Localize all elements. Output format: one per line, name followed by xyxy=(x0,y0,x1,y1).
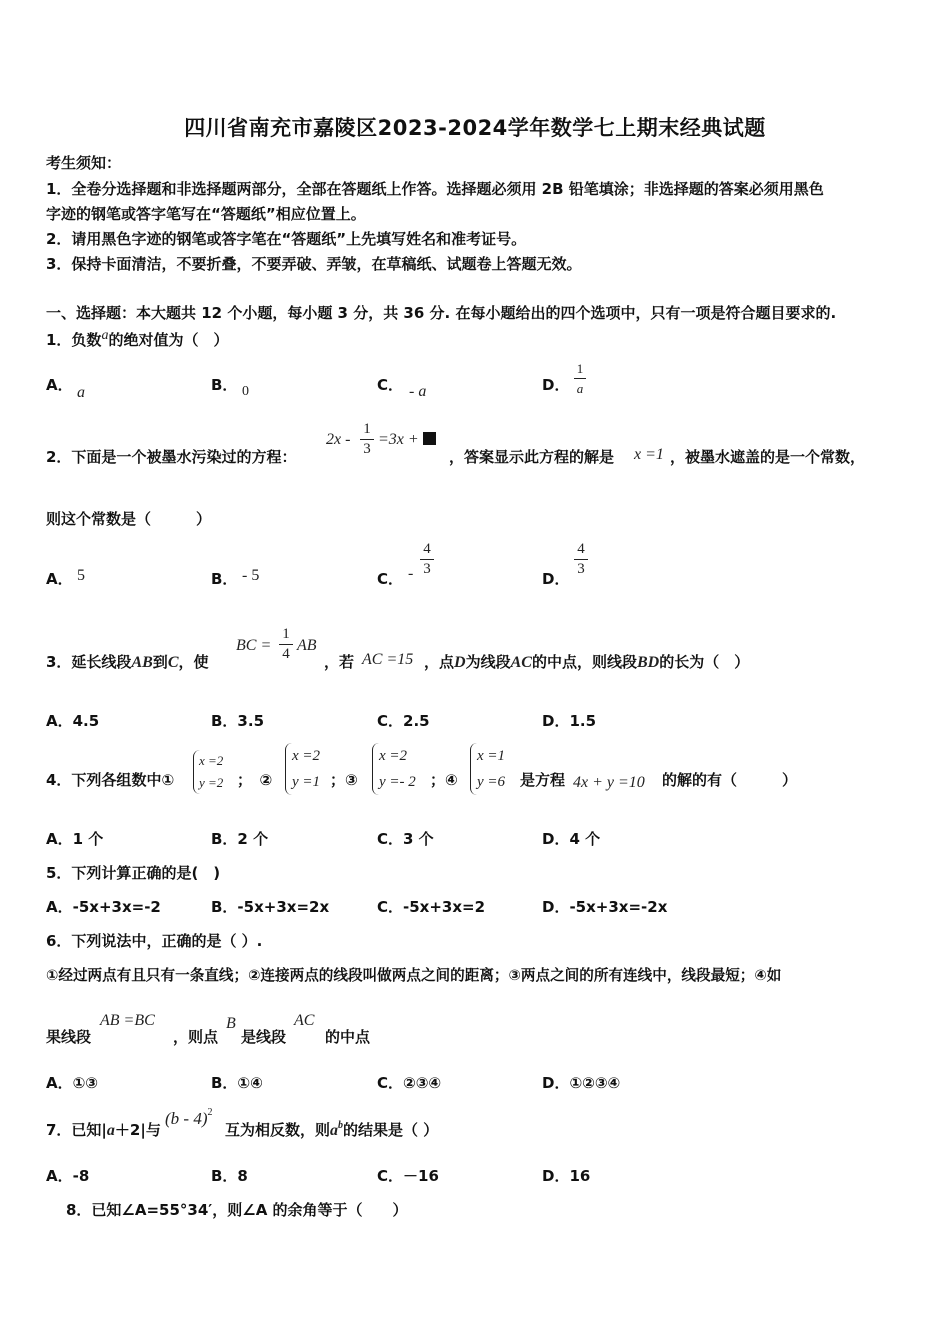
q2-equation-fraction: 1 3 xyxy=(360,421,374,458)
q3-stem-end: ，点D为线段AC的中点，则线段BD的长为（ ） xyxy=(424,653,750,671)
page-title: 四川省南充市嘉陵区2023-2024学年数学七上期末经典试题 xyxy=(184,116,766,140)
q4-option-b[interactable]: B．2 个 xyxy=(211,830,269,848)
q6-statement-line-2b: ，则点 xyxy=(173,1028,219,1046)
q3-option-d[interactable]: D．1.5 xyxy=(542,712,597,730)
q1-option-a-value: a xyxy=(77,384,85,401)
q4-system-2-brace xyxy=(285,743,292,795)
q6-point-b: B xyxy=(226,1015,236,1032)
q6-equation: AB =BC xyxy=(100,1012,155,1029)
q6-statement-line-1: ①经过两点有且只有一条直线；②连接两点的线段叫做两点之间的距离；③两点之间的所有连线中，线段最短；④如 xyxy=(46,967,782,984)
q6-stem: 6．下列说法中，正确的是（ ）. xyxy=(46,932,263,950)
q6-statement-line-2d: 的中点 xyxy=(325,1028,371,1046)
q4-system-3: x =2 y =- 2 xyxy=(379,748,416,790)
q2-option-b[interactable]: B． xyxy=(211,570,238,588)
q2-option-c-sign: - xyxy=(408,565,414,582)
q7-option-d[interactable]: D．16 xyxy=(542,1167,591,1185)
q5-option-a[interactable]: A．-5x+3x=-2 xyxy=(46,898,161,916)
q1-option-a[interactable]: A． xyxy=(46,376,73,394)
q6-segment-ac: AC xyxy=(294,1012,315,1029)
q4-option-a[interactable]: A．1 个 xyxy=(46,830,104,848)
q1-option-d[interactable]: D． xyxy=(542,376,570,394)
q5-stem: 5．下列计算正确的是( ) xyxy=(46,864,221,882)
q4-system-3-brace xyxy=(372,743,379,795)
q4-system-4: x =1 y =6 xyxy=(477,748,506,790)
q2-equation-left: 2x - xyxy=(326,431,351,448)
q3-ab: AB xyxy=(297,637,317,654)
section-heading: 一、选择题：本大题共 12 个小题，每小题 3 分，共 36 分. 在每小题给出的四个选项中，只有一项是符合题目要求的. xyxy=(46,304,837,322)
q4-option-d[interactable]: D．4 个 xyxy=(542,830,601,848)
q6-option-c[interactable]: C．②③④ xyxy=(377,1074,442,1092)
q1-option-b-value: 0 xyxy=(242,384,249,399)
q8-stem: 8．已知∠A=55°34′，则∠A 的余角等于（ ） xyxy=(66,1201,408,1219)
q3-bc-equals: BC = xyxy=(236,637,272,654)
q7-stem-end: 互为相反数，则$a^b$的结果是（ ） xyxy=(225,1120,439,1139)
q4-system-2: x =2 y =1 xyxy=(292,748,321,790)
q2-stem-line-2: 则这个常数是（ ） xyxy=(46,510,212,528)
q2-stem-end: ，被墨水遮盖的是一个常数， xyxy=(670,448,866,466)
q1-option-b[interactable]: B． xyxy=(211,376,238,394)
q6-statement-line-2c: 是线段 xyxy=(241,1028,287,1046)
q1-option-c-value: - a xyxy=(409,383,427,400)
q4-option-c[interactable]: C．3 个 xyxy=(377,830,434,848)
q2-option-c[interactable]: C． xyxy=(377,570,404,588)
q1-stem: 1．负数a的绝对值为（ ） xyxy=(46,328,229,349)
q4-sep-4: ；④ xyxy=(430,771,458,789)
q5-option-b[interactable]: B．-5x+3x=2x xyxy=(211,898,330,916)
q7-option-b[interactable]: B．8 xyxy=(211,1167,248,1185)
q4-system-1: x =2 y =2 xyxy=(199,753,224,790)
notice-heading: 考生须知： xyxy=(46,154,122,172)
notice-line-3: 2．请用黑色字迹的钢笔或答字笔在“答题纸”上先填写姓名和准考证号。 xyxy=(46,230,527,248)
q2-option-d[interactable]: D． xyxy=(542,570,570,588)
q2-stem-start: 2．下面是一个被墨水污染过的方程： xyxy=(46,448,297,466)
q7-option-c[interactable]: C．－16 xyxy=(377,1167,439,1185)
q3-stem-middle: ，若 xyxy=(324,653,355,671)
q3-ac-equals: AC =15 xyxy=(362,651,414,668)
notice-line-4: 3．保持卡面清洁，不要折叠，不要弄破、弄皱，在草稿纸、试题卷上答题无效。 xyxy=(46,255,582,273)
q1-option-d-fraction: 1 a xyxy=(574,360,586,397)
q6-option-a[interactable]: A．①③ xyxy=(46,1074,99,1092)
q6-statement-line-2a: 果线段 xyxy=(46,1028,92,1046)
q1-option-c[interactable]: C． xyxy=(377,376,404,394)
q3-fraction: 1 4 xyxy=(279,626,293,663)
q2-option-c-fraction: 4 3 xyxy=(420,541,434,578)
q2-option-d-fraction: 4 3 xyxy=(574,541,588,578)
q2-option-a-value: 5 xyxy=(77,567,85,584)
q4-sep-2: ； ② xyxy=(237,771,273,789)
q5-option-d[interactable]: D．-5x+3x=-2x xyxy=(542,898,668,916)
q4-equation: 4x + y =10 xyxy=(573,774,645,791)
q3-option-c[interactable]: C．2.5 xyxy=(377,712,430,730)
q3-stem-start: 3．延长线段AB到C，使 xyxy=(46,653,209,671)
ink-blot xyxy=(423,432,436,445)
q4-stem-middle: 是方程 xyxy=(520,771,566,789)
q6-option-d[interactable]: D．①②③④ xyxy=(542,1074,621,1092)
q6-option-b[interactable]: B．①④ xyxy=(211,1074,263,1092)
q3-option-b[interactable]: B．3.5 xyxy=(211,712,265,730)
q4-stem-start: 4．下列各组数中① xyxy=(46,771,175,789)
q3-option-a[interactable]: A．4.5 xyxy=(46,712,100,730)
q5-option-c[interactable]: C．-5x+3x=2 xyxy=(377,898,486,916)
q2-option-b-value: - 5 xyxy=(242,567,260,584)
q2-solution: x =1 xyxy=(634,446,664,463)
notice-line-2: 字迹的钢笔或答字笔写在“答题纸”相应位置上。 xyxy=(46,205,366,223)
q7-option-a[interactable]: A．-8 xyxy=(46,1167,90,1185)
q7-stem-start: 7．已知|a＋2|与 xyxy=(46,1121,161,1139)
q7-expression: (b - 4)$^2$ xyxy=(165,1107,213,1128)
q2-option-a[interactable]: A． xyxy=(46,570,73,588)
notice-line-1: 1．全卷分选择题和非选择题两部分，全部在答题纸上作答。选择题必须用 2B 铅笔填涂；非选择题的答案必须用黑色 xyxy=(46,180,824,198)
q4-system-4-brace xyxy=(470,743,477,795)
q4-stem-end: 的解的有（ ） xyxy=(662,771,798,789)
q2-equation-right: =3x + xyxy=(378,431,436,449)
q4-sep-3: ；③ xyxy=(330,771,358,789)
q2-stem-middle: ，答案显示此方程的解是 xyxy=(449,448,615,466)
